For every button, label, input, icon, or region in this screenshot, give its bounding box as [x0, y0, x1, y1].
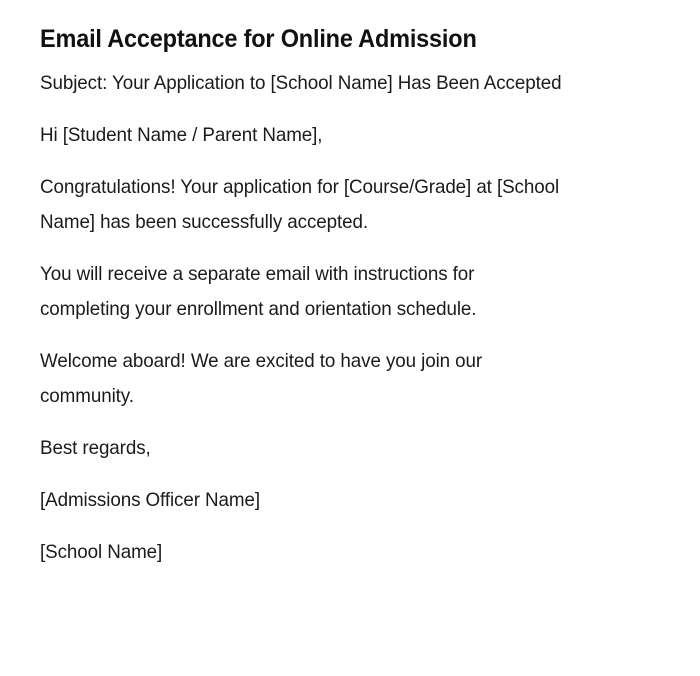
paragraph-next-steps: You will receive a separate email with instructions for completing your enrollment and orientation schedule.: [40, 263, 477, 320]
paragraph-welcome: Welcome aboard! We are excited to have you join our community.: [40, 350, 483, 407]
article-paragraphs: [40, 66, 585, 570]
paragraph-subject: Subject: Your Application to [School Name] Has Been Accepted: [40, 72, 562, 94]
paragraph-greeting: Hi [Student Name / Parent Name],: [40, 124, 323, 146]
paragraph-congratulations: Congratulations! Your application for [Course/Grade] at [School Name] has been successfully accepted.: [40, 176, 560, 233]
paragraph-officer-name: [Admissions Officer Name]: [40, 489, 260, 511]
paragraph-sign-off: Best regards,: [40, 437, 151, 459]
paragraph-school-name: [School Name]: [40, 541, 163, 563]
page-title: Email Acceptance for Online Admission: [40, 25, 477, 53]
